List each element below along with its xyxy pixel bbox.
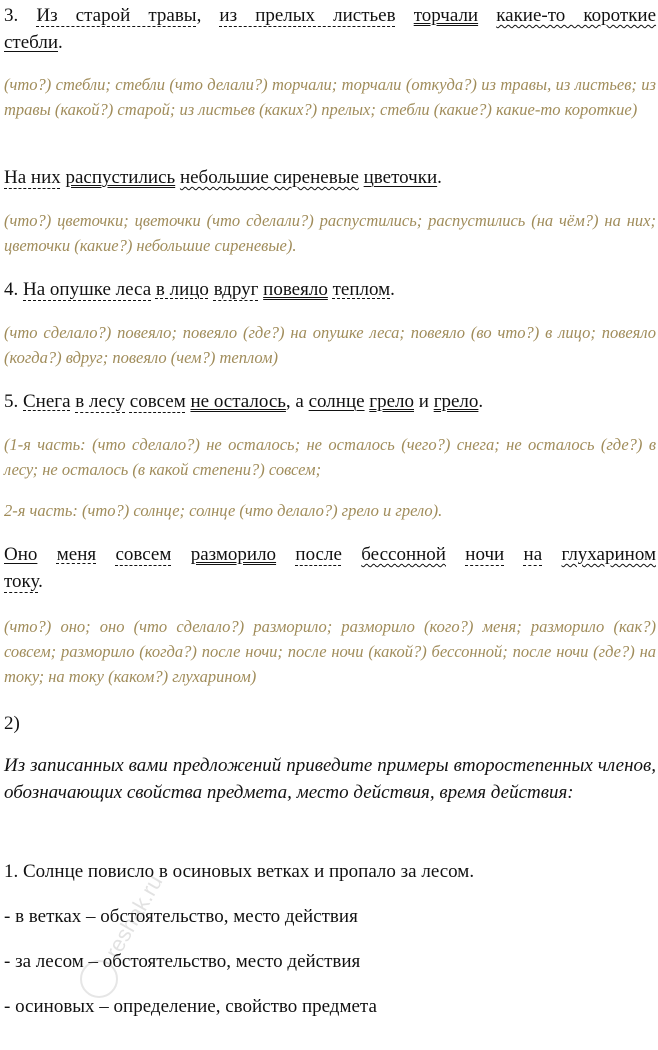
parse-note-3: (что?) стебли; стебли (что делали?) торчали; торчали (откуда?) из травы, из листьев; из травы (какой?) старой; из листьев (каких?) прелых; стебли (какие?) какие-то короткие) <box>4 75 656 119</box>
conjunction: и <box>418 391 429 412</box>
adverbial-phrase: На них <box>4 167 61 188</box>
predicate: распустились <box>65 167 176 188</box>
predicate: торчали <box>413 5 479 26</box>
predicate: повеяло <box>263 279 328 300</box>
sentence-number: 5. <box>4 391 19 412</box>
sentence-number: 3. <box>4 5 19 26</box>
object: в лицо <box>155 279 209 300</box>
predicate: не осталось <box>190 391 286 412</box>
predicate: грело <box>369 391 415 412</box>
adverbial: совсем <box>115 544 172 565</box>
predicate: разморило <box>190 544 277 565</box>
punctuation: . <box>437 167 442 188</box>
sentence-4 <box>4 276 656 303</box>
adverbial-phrase: Из старой травы <box>36 5 197 26</box>
watermark-text: reshak.ru <box>100 870 168 963</box>
question-text: Из записанных вами предложений приведите примеры второстепенных членов, обозначающих свойства предмета, место действия, время действия: <box>4 755 656 803</box>
answer-item: - в ветках – обстоятельство, место действия <box>4 906 358 927</box>
object: меня <box>56 544 97 565</box>
attribute: какие-то короткие <box>496 5 657 26</box>
punctuation: , а <box>285 391 304 412</box>
punctuation: . <box>478 391 484 412</box>
sentence-3b <box>4 164 656 191</box>
sentence-number: 4. <box>4 279 19 300</box>
adverbial: на <box>523 544 543 565</box>
parse-note-6: (что?) оно; оно (что сделало?) разморило; разморило (кого?) меня; разморило (как?) совсем; разморило (когда?) после ночи; после ночи (какой?) бессонной; после ночи (где?) на току; на току (каком?) глухарином) <box>4 617 656 686</box>
answer-item: - осиновых – определение, свойство предмета <box>4 996 377 1017</box>
adverbial: в лесу <box>75 391 126 412</box>
parse-note-5b: 2-я часть: (что?) солнце; солнце (что делало?) грело и грело). <box>4 501 443 520</box>
subject: цветочки <box>363 167 438 188</box>
answer-item: - за лесом – обстоятельство, место действия <box>4 951 361 972</box>
sentence-3 <box>4 2 656 56</box>
parse-note-3b: (что?) цветочки; цветочки (что сделали?) распустились; распустились (на чём?) на них; цветочки (какие?) небольшие сиреневые). <box>4 211 656 255</box>
section-number: 2) <box>4 713 20 734</box>
attribute: бессонной <box>361 544 446 565</box>
subject: Оно <box>4 544 38 565</box>
adverbial: совсем <box>129 391 186 412</box>
parse-note-4: (что сделало?) повеяло; повеяло (где?) на опушке леса; повеяло (во что?) в лицо; повеяло (когда?) вдруг; повеяло (чем?) теплом) <box>4 323 656 367</box>
answer-sentence: 1. Солнце повисло в осиновых ветках и пропало за лесом. <box>4 861 475 882</box>
punctuation: . <box>38 571 43 592</box>
adverbial: току <box>4 571 39 592</box>
sentence-5 <box>4 388 656 415</box>
adverbial-phrase: из прелых листьев <box>219 5 396 26</box>
attribute: глухарином <box>561 544 656 565</box>
subject: стебли <box>4 32 59 53</box>
adverbial: после <box>295 544 342 565</box>
predicate: грело <box>433 391 479 412</box>
parse-note-5a: (1-я часть: (что сделало?) не осталось; не осталось (чего?) снега; не осталось (где?) в лесу; не осталось (в какой степени?) совсем; <box>4 435 656 479</box>
punctuation: , <box>196 5 202 26</box>
punctuation: . <box>390 279 395 300</box>
subject: солнце <box>308 391 365 412</box>
sentence-6 <box>4 541 656 595</box>
adverbial: ночи <box>465 544 505 565</box>
adverbial-phrase: На опушке леса <box>23 279 152 300</box>
attribute: небольшие сиреневые <box>179 167 359 188</box>
object: теплом <box>332 279 391 300</box>
object: Снега <box>23 391 71 412</box>
adverbial: вдруг <box>213 279 259 300</box>
punctuation: . <box>58 32 63 53</box>
